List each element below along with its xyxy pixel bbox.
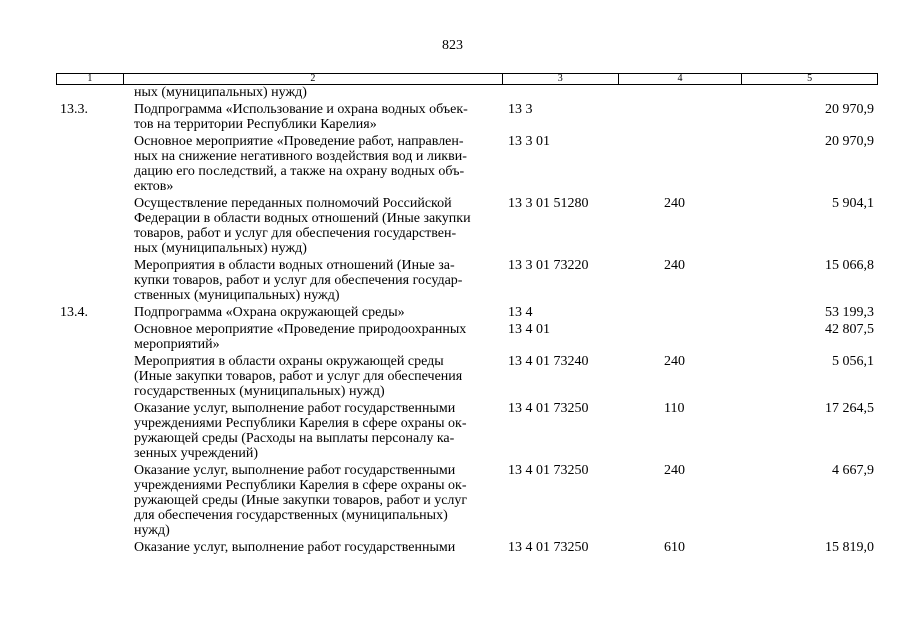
table-row: [56, 354, 878, 399]
row-number: [56, 258, 122, 303]
row-expense-type: [618, 102, 742, 132]
row-name-line: Осуществление переданных полномочий Российской: [134, 196, 452, 211]
row-number: [56, 196, 122, 256]
row-code: 13 4 01 73250: [508, 540, 589, 555]
row-name-line: тов на территории Республики Карелия»: [134, 117, 377, 132]
row-amount: 42 807,5: [825, 322, 874, 337]
row-name-line: Основное мероприятие «Проведение природоохранных: [134, 322, 467, 337]
row-code: 13 4: [508, 305, 533, 320]
row-code: [502, 85, 618, 100]
budget-table: [56, 73, 878, 555]
row-amount: 15 066,8: [825, 258, 874, 273]
row-name-line: для обеспечения государственных (муниципальных): [134, 508, 448, 523]
row-name-line: Мероприятия в области водных отношений (Иные за-: [134, 258, 455, 273]
row-amount: 15 819,0: [825, 540, 874, 555]
table-row: [56, 540, 878, 555]
row-number: [56, 322, 122, 352]
row-expense-type: [618, 322, 742, 352]
row-name: [122, 305, 502, 320]
row-name-line: Основное мероприятие «Проведение работ, направлен-: [134, 134, 464, 149]
row-name: [122, 322, 502, 352]
row-code: 13 4 01 73250: [508, 463, 589, 478]
row-name: [122, 354, 502, 399]
table-row: [56, 463, 878, 538]
row-code: 13 3: [508, 102, 533, 117]
column-header-4: 4: [618, 74, 742, 84]
row-name-line: нужд): [134, 523, 170, 538]
table-row: [56, 305, 878, 320]
row-name: [122, 401, 502, 461]
row-code: 13 3 01 51280: [508, 196, 589, 211]
row-expense-type: [618, 85, 742, 100]
row-name: [122, 540, 502, 555]
row-name-line: Оказание услуг, выполнение работ государственными: [134, 401, 456, 416]
row-amount: 4 667,9: [832, 463, 874, 478]
row-name-line: ных (муниципальных) нужд): [134, 85, 307, 100]
column-header-3: 3: [502, 74, 618, 84]
row-name-line: дацию его последствий, а также на охрану водных объ-: [134, 164, 465, 179]
row-number: [56, 401, 122, 461]
row-name-line: Оказание услуг, выполнение работ государственными: [134, 540, 456, 555]
row-name-line: ектов»: [134, 179, 174, 194]
column-header-1: 1: [87, 73, 93, 84]
row-number: [56, 463, 122, 538]
row-amount: 17 264,5: [825, 401, 874, 416]
row-name: [122, 258, 502, 303]
row-name-line: ружающей среды (Расходы на выплаты персоналу ка-: [134, 431, 455, 446]
row-expense-type: 110: [664, 401, 685, 416]
row-name-line: Мероприятия в области охраны окружающей среды: [134, 354, 444, 369]
row-amount: 20 970,9: [825, 102, 874, 117]
row-name-line: ных (муниципальных) нужд): [134, 241, 307, 256]
row-amount: 5 056,1: [832, 354, 874, 369]
table-row: [56, 401, 878, 461]
row-name-line: ных на снижение негативного воздействия вод и ликви-: [134, 149, 467, 164]
table-header-row: [56, 73, 878, 85]
row-name-line: учреждениями Республики Карелия в сфере охраны ок-: [134, 416, 467, 431]
table-row: [56, 134, 878, 194]
row-name: [122, 463, 502, 538]
row-name-line: ружающей среды (Иные закупки товаров, работ и услуг: [134, 493, 468, 508]
row-number: [56, 134, 122, 194]
table-row: [56, 258, 878, 303]
row-name: [122, 102, 502, 132]
row-expense-type: 240: [664, 354, 685, 369]
row-expense-type: 610: [664, 540, 685, 555]
row-name-line: государственных (муниципальных) нужд): [134, 384, 385, 399]
row-code: 13 3 01: [508, 134, 550, 149]
table-row: [56, 85, 878, 100]
row-code: 13 4 01: [508, 322, 550, 337]
table-row: [56, 102, 878, 132]
row-name-line: Подпрограмма «Использование и охрана водных объек-: [134, 102, 468, 117]
row-name-line: купки товаров, работ и услуг для обеспечения государ-: [134, 273, 463, 288]
row-name-line: Подпрограмма «Охрана окружающей среды»: [134, 305, 405, 320]
row-number: 13.4.: [60, 305, 88, 320]
row-amount: 53 199,3: [825, 305, 874, 320]
table-body: [56, 85, 878, 555]
row-name-line: учреждениями Республики Карелия в сфере охраны ок-: [134, 478, 467, 493]
row-amount: 20 970,9: [825, 134, 874, 149]
row-number: [56, 354, 122, 399]
row-expense-type: 240: [664, 258, 685, 273]
row-expense-type: 240: [664, 196, 685, 211]
row-name-line: товаров, работ и услуг для обеспечения государствен-: [134, 226, 457, 241]
row-number: 13.3.: [60, 102, 88, 117]
row-amount: [742, 85, 878, 100]
row-number: [56, 85, 122, 100]
row-name-line: Федерации в области водных отношений (Иные закупки: [134, 211, 471, 226]
row-name: [122, 196, 502, 256]
row-name: [122, 134, 502, 194]
row-code: 13 4 01 73250: [508, 401, 589, 416]
column-header-5: 5: [741, 74, 877, 84]
table-row: [56, 196, 878, 256]
row-name-line: зенных учреждений): [134, 446, 259, 461]
row-code: 13 4 01 73240: [508, 354, 589, 369]
row-amount: 5 904,1: [832, 196, 874, 211]
row-name-line: (Иные закупки товаров, работ и услуг для обеспечения: [134, 369, 463, 384]
page-number: 823: [442, 38, 463, 53]
row-code: 13 3 01 73220: [508, 258, 589, 273]
row-name-line: мероприятий»: [134, 337, 220, 352]
row-name-line: ственных (муниципальных) нужд): [134, 288, 340, 303]
row-expense-type: 240: [664, 463, 685, 478]
column-header-2: 2: [123, 74, 502, 84]
row-name: [122, 85, 502, 100]
row-expense-type: [618, 134, 742, 194]
row-name-line: Оказание услуг, выполнение работ государственными: [134, 463, 456, 478]
table-row: [56, 322, 878, 352]
row-number: [56, 540, 122, 555]
row-expense-type: [618, 305, 742, 320]
